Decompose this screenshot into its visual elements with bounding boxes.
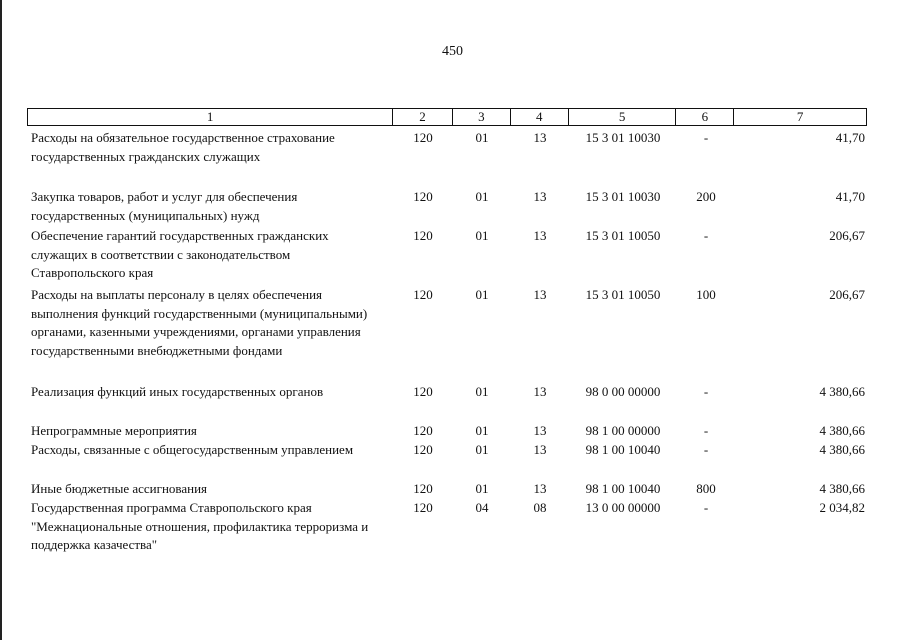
row-col-4: 13 bbox=[533, 384, 547, 399]
row-col-5: 13 0 00 00000 bbox=[585, 500, 661, 515]
row-col-6: - bbox=[703, 423, 709, 438]
row-col-4: 08 bbox=[533, 500, 547, 515]
row-col-6: 100 bbox=[696, 287, 716, 302]
row-col-3: 01 bbox=[475, 481, 489, 496]
row-col-5: 15 3 01 10050 bbox=[585, 228, 661, 243]
row-col-7: 41,70 bbox=[835, 130, 865, 145]
table-row bbox=[27, 441, 867, 460]
row-col-3: 01 bbox=[475, 189, 489, 204]
row-col-6: - bbox=[703, 500, 709, 515]
row-col-5: 98 1 00 10040 bbox=[585, 481, 661, 496]
table-row bbox=[27, 188, 867, 225]
row-col-6: - bbox=[703, 442, 709, 457]
row-col-7: 2 034,82 bbox=[819, 500, 865, 515]
row-col-2: 120 bbox=[413, 130, 433, 145]
row-col-6: - bbox=[703, 228, 709, 243]
row-col-2: 120 bbox=[413, 287, 433, 302]
row-name: Обеспечение гарантий государственных гражданских служащих в соответствии с законодательством Ставропольского края bbox=[31, 228, 329, 280]
header-col-7: 7 bbox=[796, 109, 804, 124]
row-col-2: 120 bbox=[413, 500, 433, 515]
row-col-5: 98 1 00 10040 bbox=[585, 442, 661, 457]
header-col-2: 2 bbox=[393, 109, 453, 125]
row-col-2: 120 bbox=[413, 423, 433, 438]
row-col-2: 120 bbox=[413, 189, 433, 204]
page-left-border bbox=[0, 0, 2, 640]
row-col-4: 13 bbox=[533, 423, 547, 438]
table-row bbox=[27, 227, 867, 283]
row-col-3: 01 bbox=[475, 442, 489, 457]
row-col-5: 98 1 00 00000 bbox=[585, 423, 661, 438]
page-number: 450 bbox=[442, 44, 463, 59]
row-col-4: 13 bbox=[533, 228, 547, 243]
row-name: Непрограммные мероприятия bbox=[31, 423, 197, 438]
row-col-2: 120 bbox=[413, 481, 433, 496]
row-name: Иные бюджетные ассигнования bbox=[31, 481, 208, 496]
row-name: Расходы на обязательное государственное страхование государственных гражданских служащих bbox=[31, 130, 335, 164]
row-col-4: 13 bbox=[533, 287, 547, 302]
row-col-4: 13 bbox=[533, 189, 547, 204]
row-col-7: 41,70 bbox=[835, 189, 865, 204]
row-col-7: 4 380,66 bbox=[819, 481, 865, 496]
row-col-7: 206,67 bbox=[829, 228, 865, 243]
row-col-7: 4 380,66 bbox=[819, 442, 865, 457]
header-col-1: 1 bbox=[28, 109, 393, 125]
row-col-5: 15 3 01 10050 bbox=[585, 287, 661, 302]
row-name: Реализация функций иных государственных органов bbox=[31, 384, 324, 399]
row-col-3: 01 bbox=[475, 228, 489, 243]
row-name: Расходы, связанные с общегосударственным управлением bbox=[31, 442, 354, 457]
row-col-3: 01 bbox=[475, 287, 489, 302]
table-row bbox=[27, 286, 867, 360]
table-row bbox=[27, 480, 867, 499]
row-col-3: 04 bbox=[475, 500, 489, 515]
row-col-3: 01 bbox=[475, 423, 489, 438]
row-col-4: 13 bbox=[533, 442, 547, 457]
table-row bbox=[27, 383, 867, 402]
row-col-7: 4 380,66 bbox=[819, 423, 865, 438]
row-name: Закупка товаров, работ и услуг для обеспечения государственных (муниципальных) нужд bbox=[31, 189, 298, 223]
row-col-5: 15 3 01 10030 bbox=[585, 130, 661, 145]
row-name: Расходы на выплаты персоналу в целях обеспечения выполнения функций государственными (муниципальными) органами, казенными учреждениями, органами управления государственными внебюджетными фондами bbox=[31, 287, 368, 358]
row-col-3: 01 bbox=[475, 384, 489, 399]
row-name: Государственная программа Ставропольского края "Межнациональные отношения, профилактика терроризма и поддержка казачества" bbox=[31, 500, 369, 552]
row-col-6: 800 bbox=[696, 481, 716, 496]
row-col-2: 120 bbox=[413, 228, 433, 243]
header-col-6: 6 bbox=[676, 109, 734, 125]
row-col-7: 4 380,66 bbox=[819, 384, 865, 399]
row-col-7: 206,67 bbox=[829, 287, 865, 302]
row-col-3: 01 bbox=[475, 130, 489, 145]
row-col-2: 120 bbox=[413, 384, 433, 399]
table-row bbox=[27, 499, 867, 555]
header-col-3: 3 bbox=[453, 109, 511, 125]
row-col-4: 13 bbox=[533, 130, 547, 145]
row-col-6: 200 bbox=[696, 189, 716, 204]
table-row bbox=[27, 129, 867, 166]
row-col-5: 98 0 00 00000 bbox=[585, 384, 661, 399]
table-header-row bbox=[27, 108, 867, 126]
row-col-5: 15 3 01 10030 bbox=[585, 189, 661, 204]
header-col-5: 5 bbox=[569, 109, 677, 125]
row-col-4: 13 bbox=[533, 481, 547, 496]
header-col-4: 4 bbox=[511, 109, 569, 125]
row-col-6: - bbox=[703, 384, 709, 399]
row-col-6: - bbox=[703, 130, 709, 145]
row-col-2: 120 bbox=[413, 442, 433, 457]
table-row bbox=[27, 422, 867, 441]
